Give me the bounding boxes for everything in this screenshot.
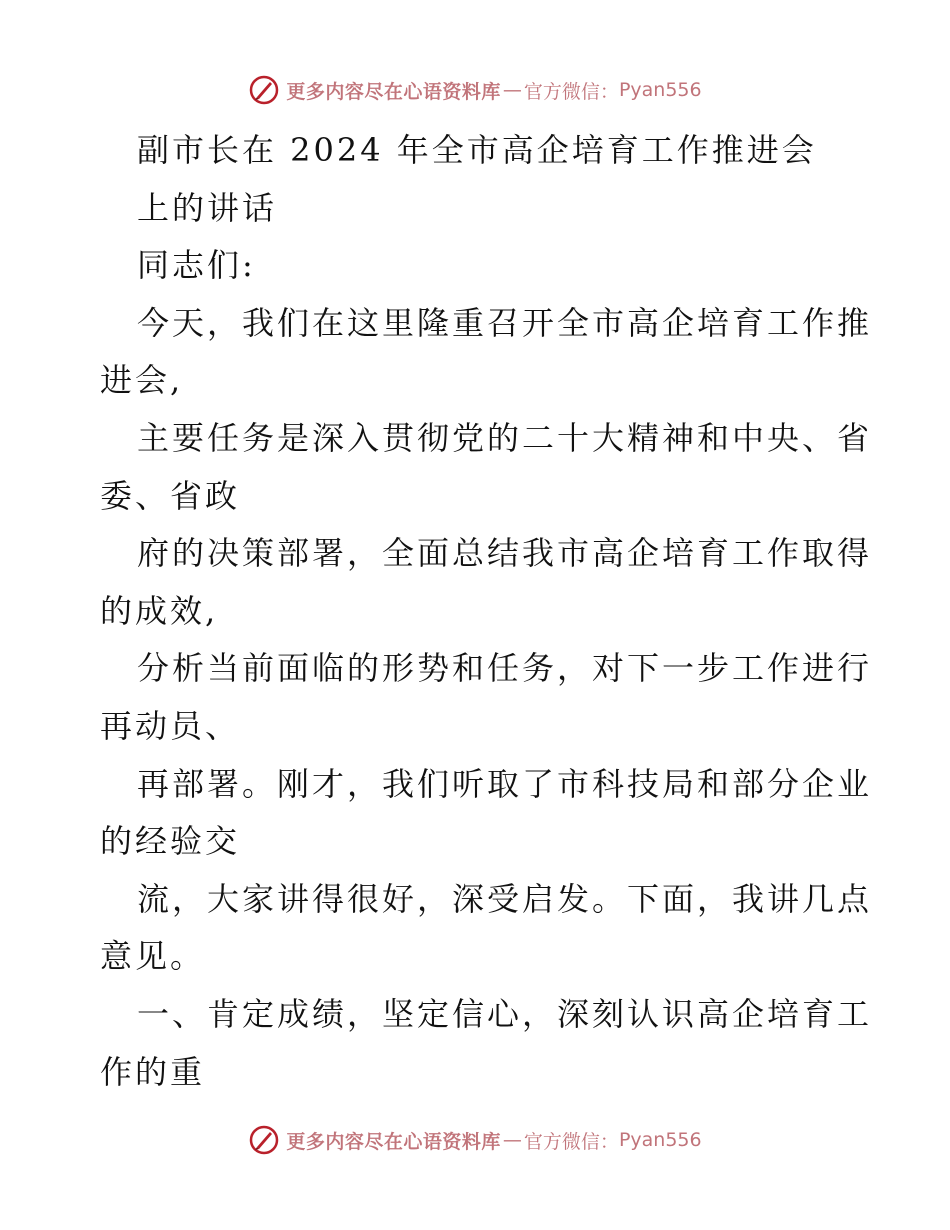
doc-line: 意见。 <box>100 937 206 976</box>
footer-watermark <box>0 1120 950 1160</box>
watermark-dash: — <box>502 79 522 101</box>
doc-section-heading: 一、肯定成绩，坚定信心，深刻认识高企培育工 <box>137 994 873 1033</box>
header-watermark <box>0 70 950 110</box>
watermark-site-text: 更多内容尽在心语资料库 <box>286 1130 501 1153</box>
doc-line: 的成效, <box>100 591 219 630</box>
doc-line: 委、省政 <box>100 476 241 515</box>
doc-line: 再动员、 <box>100 706 241 745</box>
watermark-dash: — <box>502 1129 522 1151</box>
watermark-contact-label: 官方微信： <box>523 1130 619 1153</box>
doc-salutation: 同志们: <box>137 246 256 285</box>
doc-line: 再部署。刚才，我们听取了市科技局和部分企业 <box>137 764 873 803</box>
watermark-contact-label: 官方微信： <box>523 80 619 103</box>
quill-logo-icon <box>248 74 280 106</box>
document-body <box>100 122 873 1101</box>
doc-title-line-2: 上的讲话 <box>137 188 278 227</box>
doc-line: 府的决策部署，全面总结我市高企培育工作取得 <box>137 534 873 573</box>
doc-line: 进会, <box>100 361 184 400</box>
doc-section-heading-cont: 作的重 <box>100 1052 206 1091</box>
watermark-wechat-id: Pyan556 <box>618 1129 702 1151</box>
watermark-site-text: 更多内容尽在心语资料库 <box>286 80 501 103</box>
doc-line: 的经验交 <box>100 822 241 861</box>
quill-logo-icon <box>248 1124 280 1156</box>
doc-line: 分析当前面临的形势和任务，对下一步工作进行 <box>137 649 873 688</box>
watermark-wechat-id: Pyan556 <box>618 79 702 101</box>
doc-line: 流，大家讲得很好，深受启发。下面，我讲几点 <box>137 879 873 918</box>
doc-line: 主要任务是深入贯彻党的二十大精神和中央、省 <box>137 418 873 457</box>
doc-line: 今天，我们在这里隆重召开全市高企培育工作推 <box>137 303 873 342</box>
doc-title-line-1: 副市长在 2024 年全市高企培育工作推进会 <box>137 131 817 169</box>
